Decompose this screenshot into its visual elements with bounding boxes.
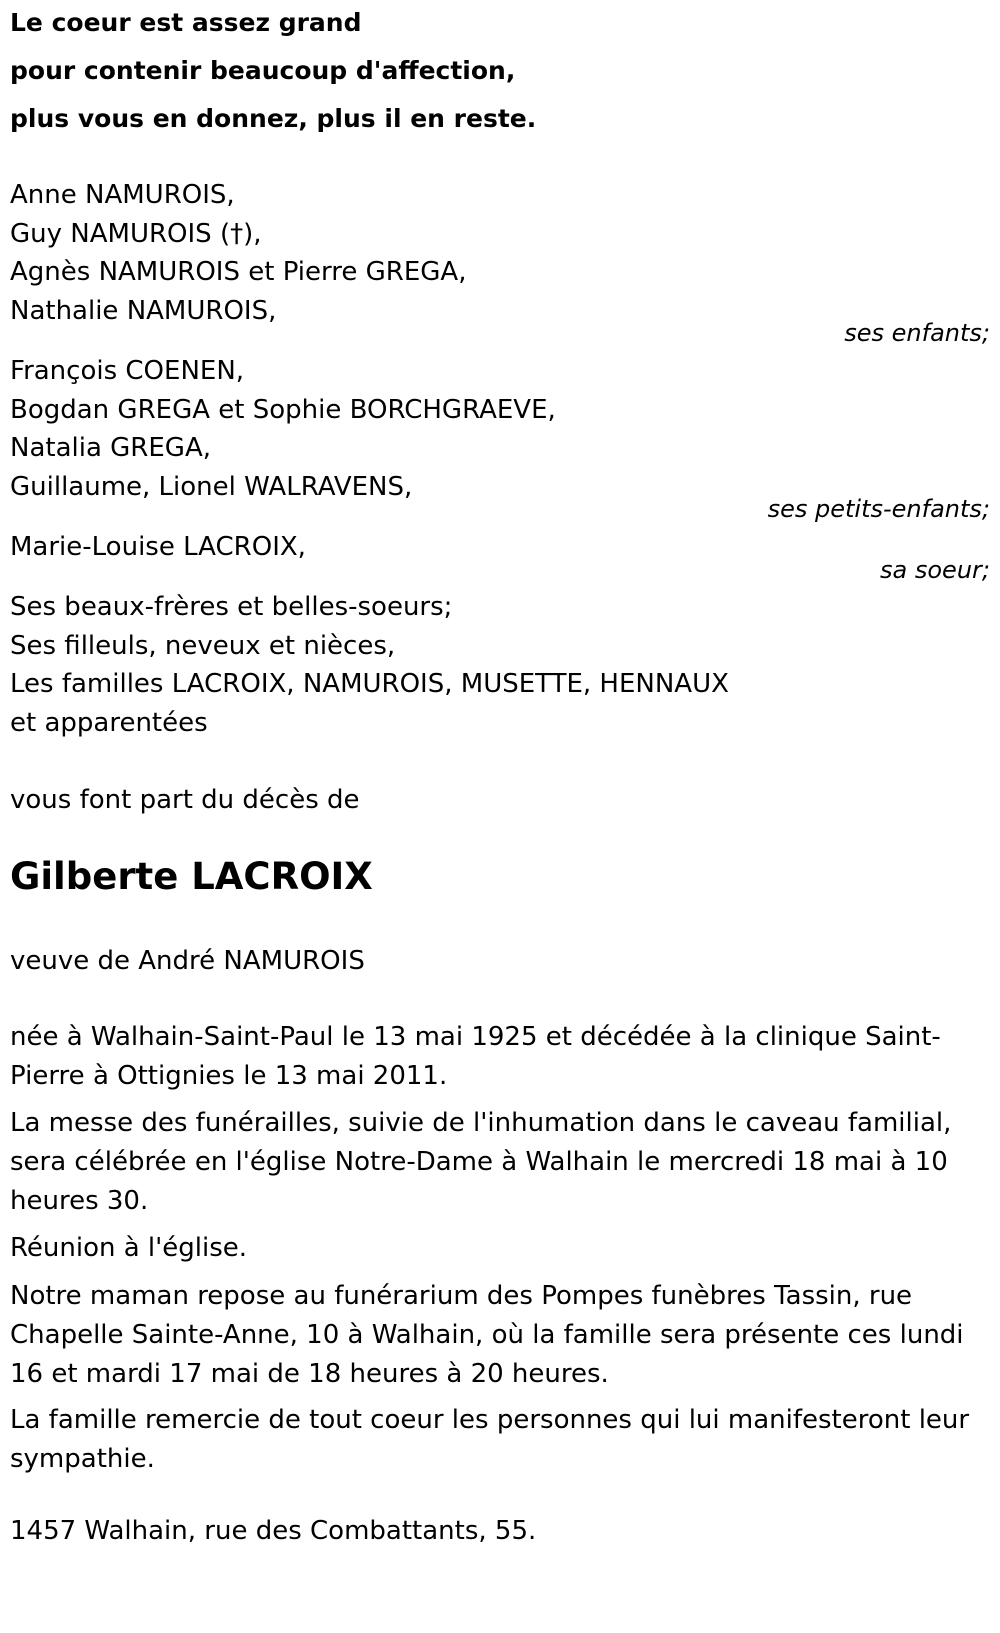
- child-name: Guy NAMUROIS (†),: [10, 219, 262, 249]
- grandchild-name: Natalia GREGA,: [10, 433, 211, 463]
- child-name: Agnès NAMUROIS et Pierre GREGA,: [10, 257, 467, 287]
- thanks-paragraph: La famille remercie de tout coeur les personnes qui lui manifesteront leur sympathie.: [10, 1405, 970, 1474]
- child-name: Anne NAMUROIS,: [10, 180, 235, 210]
- other-relatives-line: et apparentées: [10, 708, 208, 738]
- funeral-home-paragraph: Notre maman repose au funérarium des Pompes funèbres Tassin, rue Chapelle Sainte-Anne, 10 à Walhain, où la famille sera présente ces lundi 16 et mardi 17 mai de 18 heures à 20 heures.: [10, 1281, 964, 1389]
- children-role-label: ses enfants;: [844, 319, 990, 347]
- grandchild-name: François COENEN,: [10, 356, 245, 386]
- widow-of-text: veuve de André NAMUROIS: [10, 946, 365, 976]
- other-relatives-line: Les familles LACROIX, NAMUROIS, MUSETTE, HENNAUX: [10, 669, 729, 699]
- other-relatives-line: Ses beaux-frères et belles-soeurs;: [10, 592, 453, 622]
- poem-line-1: Le coeur est assez grand: [10, 8, 362, 37]
- other-relatives-line: Ses filleuls, neveux et nièces,: [10, 631, 396, 661]
- poem-line-2: pour contenir beaucoup d'affection,: [10, 56, 516, 85]
- grandchild-name: Bogdan GREGA et Sophie BORCHGRAEVE,: [10, 395, 556, 425]
- grandchildren-role-label: ses petits-enfants;: [767, 495, 990, 523]
- child-name: Nathalie NAMUROIS,: [10, 296, 277, 326]
- family-address: 1457 Walhain, rue des Combattants, 55.: [10, 1516, 537, 1546]
- grandchild-name: Guillaume, Lionel WALRAVENS,: [10, 472, 413, 502]
- birth-death-paragraph: née à Walhain-Saint-Paul le 13 mai 1925 et décédée à la clinique Saint-Pierre à Ottignies le 13 mai 2011.: [10, 1022, 941, 1091]
- announcement-text: vous font part du décès de: [10, 785, 360, 815]
- poem-line-3: plus vous en donnez, plus il en reste.: [10, 104, 537, 133]
- gathering-paragraph: Réunion à l'église.: [10, 1233, 248, 1263]
- sister-role-label: sa soeur;: [880, 556, 990, 584]
- funeral-mass-paragraph: La messe des funérailles, suivie de l'inhumation dans le caveau familial, sera célébrée en l'église Notre-Dame à Walhain le mercredi 18 mai à 10 heures 30.: [10, 1108, 952, 1216]
- sister-name: Marie-Louise LACROIX,: [10, 532, 306, 562]
- deceased-name: Gilberte LACROIX: [10, 855, 373, 898]
